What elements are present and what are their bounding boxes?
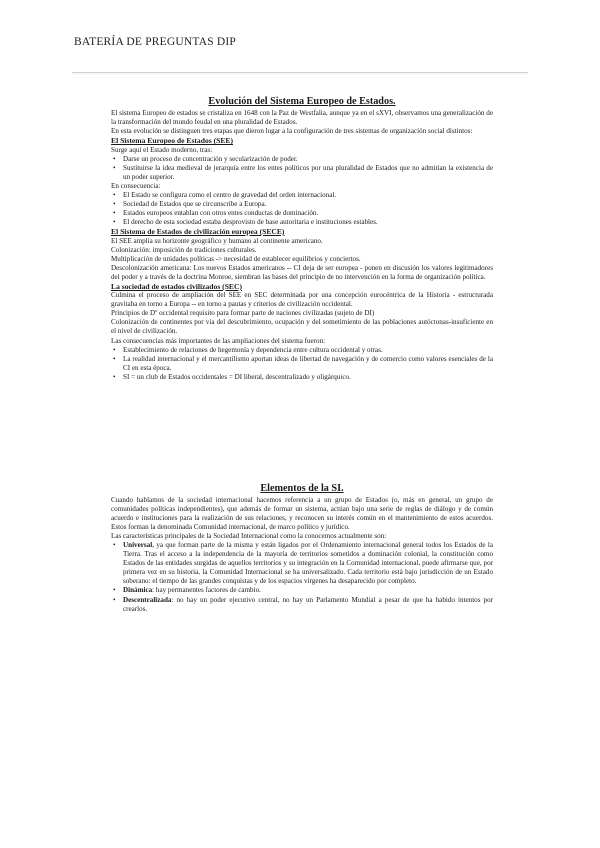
bullet-list xyxy=(111,191,493,227)
term: Universal xyxy=(123,541,153,550)
header-divider xyxy=(72,72,528,73)
subsection-title-sec: La sociedad de estados civilizados (SEC) xyxy=(111,281,242,291)
paragraph: En esta evolución se distinguen tres etapas que dieron lugar a la configuración de tres sistemas de organización social distintos: xyxy=(111,127,473,136)
list-item: • SI = un club de Estados occidentales = DI liberal, descentralizado y oligárquico. xyxy=(123,373,493,382)
paragraph: Principios de Dº occidental requisito para formar parte de naciones civilizadas (sujeto de DI) xyxy=(111,309,375,318)
section-title: Elementos de la SI. xyxy=(260,483,344,494)
paragraph: En consecuencia: xyxy=(111,181,161,190)
paragraph: El SEE amplía su horizonte geográfico y humano al continente americano. xyxy=(111,236,323,245)
section-elementos xyxy=(111,482,493,614)
term-description: : no hay un poder ejecutivo central, no hay un Parlamento Mundial a pesar de que ha habido intentos por crearlos. xyxy=(123,595,493,613)
section-title: Evolución del Sistema Europeo de Estados. xyxy=(208,96,396,107)
list-item xyxy=(123,586,493,595)
page-header: BATERÍA DE PREGUNTAS DIP xyxy=(74,36,237,48)
paragraph: Descolonización americana: Los nuevos Estados americanos -- CI deja de ser europea - ponen en discusión los valores legitimadores del poder y a través de la doctrina Monroe, siembran las bases del principio de no intervención en la forma de organización política. xyxy=(111,263,493,281)
bullet-list xyxy=(111,155,493,182)
paragraph: Surge aquí el Estado moderno, tras: xyxy=(111,145,213,154)
paragraph: Las características principales de la Sociedad Internacional como la conocemos actualmente son: xyxy=(111,532,387,541)
term: Dinámica xyxy=(123,586,153,595)
list-item: • Sustituirse la idea medieval de jerarquía entre los entes políticos por una pluralidad de Estados que no admitían la existencia de un poder superior. xyxy=(123,164,493,182)
paragraph: Cuando hablamos de la sociedad internacional hacemos referencia a un grupo de Estados (o, más en general, un grupo de comunidades políticas independientes), que además de formar un sistema, actúan bajo una serie de reglas de diálogo y de común acuerdo e instituciones para la realización de sus relaciones, y reconocen su interés común en el mantenimiento de estos acuerdos. Estos forman la denominada Comunidad internacional, de marco político y jurídico. xyxy=(111,496,493,532)
paragraph: Las consecuencias más importantes de las ampliaciones del sistema fueron: xyxy=(111,336,326,345)
paragraph: Colonización: imposición de tradiciones culturales. xyxy=(111,245,257,254)
list-item: • Sociedad de Estados que se circunscribe a Europa. xyxy=(123,200,493,209)
subsection-title-see: El Sistema Europeo de Estados (SEE) xyxy=(111,136,234,146)
term: Descentralizada xyxy=(123,595,172,604)
paragraph: Colonización de continentes por vía del descubrimiento, ocupación y del sometimiento de las poblaciones autóctonas-insuficiente en el nivel de civilización. xyxy=(111,318,493,336)
list-item: • La realidad internacional y el mercantilismo aportan ideas de libertad de navegación y de comercio como valores esenciales de la CI en esta época. xyxy=(123,355,493,373)
term-description: , ya que forman parte de la misma y están ligados por el Ordenamiento internacional general todos los Estados de la Tierra. Tras el acceso a la independencia de la mayoría de territorios sometidos a dominación colonial, la constitución como Estados de las entidades surgidas de aquellos territorios y su integración en la Comunidad internacional, puede afirmarse que, por primera vez en su historia, la Comunidad Internacional se ha universalizado. Cada territorio está bajo jurisdicción de un Estado soberano: el tiempo de las grandes conquistas y de los espacios vírgenes ha desaparecido por completo. xyxy=(123,541,493,586)
term-description: : hay permanentes factores de cambio. xyxy=(152,586,261,595)
list-item: • Estados europeos entablan con otros entes conductas de dominación. xyxy=(123,209,493,218)
list-item: • Darse un proceso de concentración y secularización de poder. xyxy=(123,155,493,164)
list-item: • El derecho de esta sociedad estaba desprovisto de base autoritaria e instituciones estables. xyxy=(123,218,493,227)
list-item xyxy=(123,541,493,586)
subsection-title-sece: El Sistema de Estados de civilización europea (SECE) xyxy=(111,227,285,237)
bullet-list xyxy=(111,541,493,613)
list-item: • El Estado se configura como el centro de gravedad del orden internacional. xyxy=(123,191,493,200)
paragraph: Culmina el proceso de ampliación del SEE en SEC determinada por una concepción eurocéntrica de la Historia - estructurada gravitaba en torno a Europa -- en torno a pautas y criterios de civilización occidental. xyxy=(111,291,493,309)
section-evolucion xyxy=(111,95,493,382)
list-item xyxy=(123,596,493,614)
paragraph: Multiplicación de unidades políticas -> necesidad de establecer equilibrios y conciertos. xyxy=(111,254,361,263)
list-item: • Establecimiento de relaciones de hegemonía y dependencia entre cultura occidental y otras. xyxy=(123,346,493,355)
bullet-list xyxy=(111,346,493,382)
paragraph: El sistema Europeo de estados se cristaliza en 1648 con la Paz de Westfalia, aunque ya en el sXVI, observamos una generalización de la transformación del mundo feudal en una pluralidad de Estados. xyxy=(111,109,493,127)
